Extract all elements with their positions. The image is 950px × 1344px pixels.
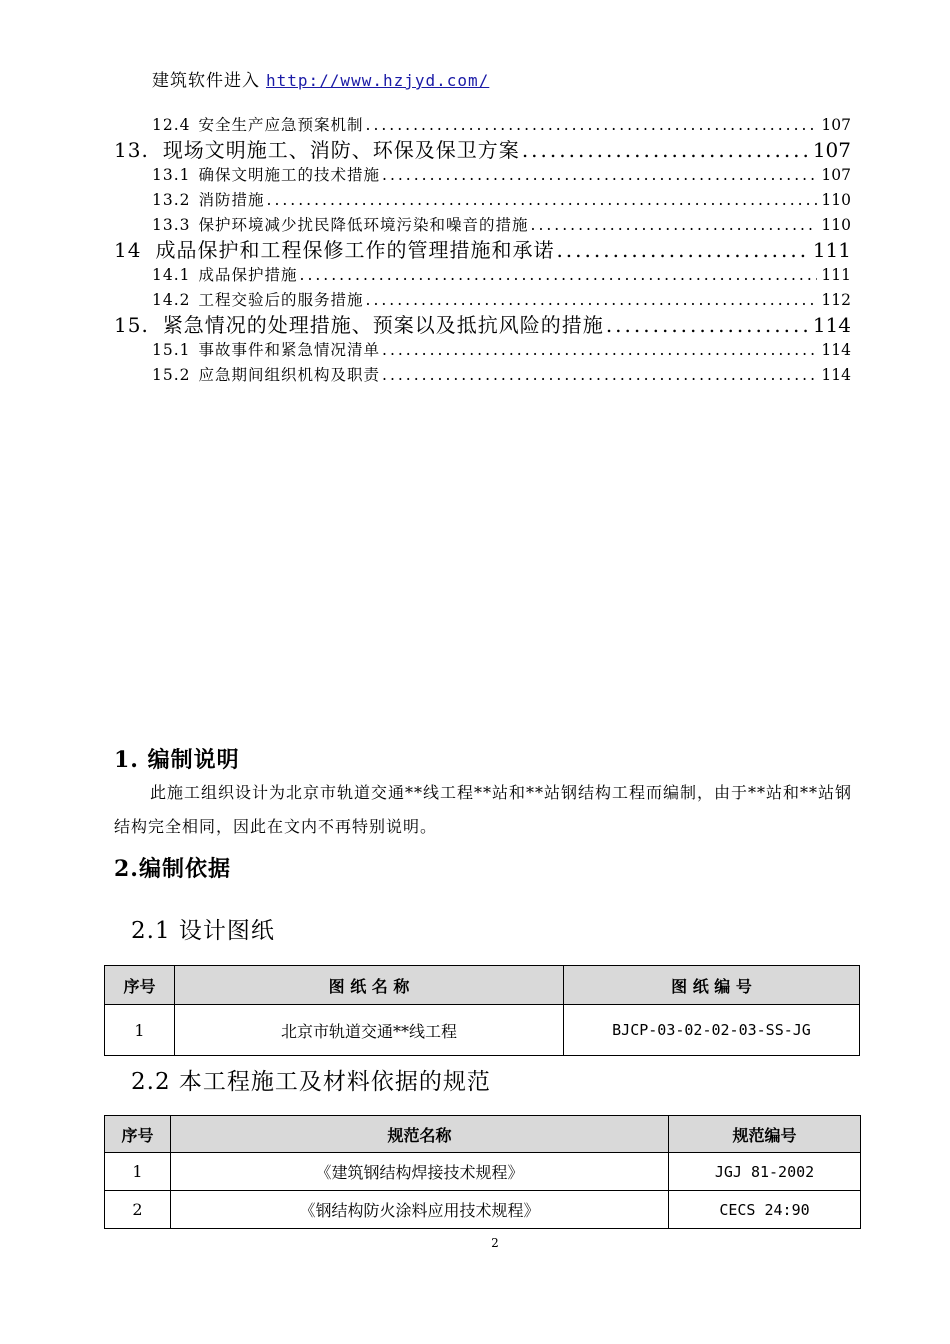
toc-leader	[267, 188, 818, 213]
section-heading-compilation-notes: 1. 编制说明	[114, 747, 240, 773]
toc-entry[interactable]	[114, 113, 851, 138]
toc-page: 111	[812, 238, 851, 262]
toc-entry[interactable]	[114, 163, 851, 188]
column-header: 规范编号	[669, 1116, 861, 1153]
toc-page: 107	[821, 166, 851, 184]
toc-leader	[300, 263, 818, 288]
toc-number: 13.3	[152, 216, 191, 234]
column-header: 图 纸 编 号	[564, 966, 860, 1005]
toc-entry[interactable]	[114, 263, 851, 288]
standards-table	[104, 1115, 861, 1229]
column-header: 序号	[105, 1116, 171, 1153]
column-header: 序号	[105, 966, 175, 1005]
toc-number: 15.	[114, 313, 149, 337]
toc-entry[interactable]	[114, 288, 851, 313]
table-cell: CECS 24:90	[669, 1191, 861, 1229]
toc-page: 114	[812, 313, 851, 337]
table-row	[105, 1153, 861, 1191]
section-paragraph	[114, 776, 852, 844]
toc-number: 14.2	[152, 291, 191, 309]
toc-entry[interactable]	[114, 338, 851, 363]
page-number: 2	[491, 1236, 499, 1250]
toc-title: 消防措施	[198, 191, 265, 209]
subsection-heading-standards: 2.2 本工程施工及材料依据的规范	[131, 1069, 491, 1095]
toc-title: 保护环境减少扰民降低环境污染和噪音的措施	[198, 216, 529, 234]
toc-page: 107	[821, 116, 851, 134]
toc-leader	[522, 138, 809, 163]
column-header: 图 纸 名 称	[175, 966, 564, 1005]
toc-leader	[366, 288, 818, 313]
table-cell: 《钢结构防火涂料应用技术规程》	[171, 1191, 669, 1229]
toc-page: 112	[821, 291, 851, 309]
toc-title: 确保文明施工的技术措施	[198, 166, 381, 184]
toc-title: 工程交验后的服务措施	[198, 291, 364, 309]
toc-number: 15.1	[152, 341, 191, 359]
toc-leader	[531, 213, 818, 238]
table-cell: 1	[105, 1005, 175, 1056]
table-cell: BJCP-03-02-02-03-SS-JG	[564, 1005, 860, 1056]
toc-title: 紧急情况的处理措施、预案以及抵抗风险的措施	[162, 313, 604, 337]
table-of-contents	[114, 113, 851, 388]
toc-page: 110	[821, 216, 851, 234]
table-header-row	[105, 966, 860, 1005]
toc-entry[interactable]	[114, 238, 851, 263]
subsection-heading-design-drawings: 2.1 设计图纸	[131, 918, 275, 944]
header-label: 建筑软件进入	[152, 71, 260, 91]
toc-title: 成品保护和工程保修工作的管理措施和承诺	[155, 238, 555, 262]
toc-page: 114	[821, 341, 851, 359]
toc-entry[interactable]	[114, 138, 851, 163]
toc-entry[interactable]	[114, 363, 851, 388]
toc-number: 14	[114, 238, 142, 262]
table-cell: 2	[105, 1191, 171, 1229]
table-row	[105, 1191, 861, 1229]
toc-number: 12.4	[152, 116, 191, 134]
table-cell: JGJ 81-2002	[669, 1153, 861, 1191]
toc-number: 13.2	[152, 191, 191, 209]
toc-number: 15.2	[152, 366, 191, 384]
toc-page: 114	[821, 366, 851, 384]
toc-entry[interactable]	[114, 213, 851, 238]
toc-leader	[366, 113, 818, 138]
section-heading-compilation-basis: 2.编制依据	[114, 856, 231, 882]
toc-number: 13.1	[152, 166, 191, 184]
toc-title: 成品保护措施	[198, 266, 298, 284]
toc-entry[interactable]	[114, 188, 851, 213]
toc-leader	[606, 313, 809, 338]
drawings-table	[104, 965, 860, 1056]
toc-page: 110	[821, 191, 851, 209]
table-cell: 《建筑钢结构焊接技术规程》	[171, 1153, 669, 1191]
toc-leader	[382, 363, 817, 388]
toc-entry[interactable]	[114, 313, 851, 338]
table-cell: 1	[105, 1153, 171, 1191]
toc-title: 现场文明施工、消防、环保及保卫方案	[162, 138, 520, 162]
toc-leader	[382, 338, 817, 363]
toc-leader	[382, 163, 817, 188]
page-header	[152, 66, 489, 91]
table-cell: 北京市轨道交通**线工程	[175, 1005, 564, 1056]
table-header-row	[105, 1116, 861, 1153]
toc-leader	[556, 238, 808, 263]
toc-title: 应急期间组织机构及职责	[198, 366, 381, 384]
toc-number: 14.1	[152, 266, 191, 284]
toc-title: 事故事件和紧急情况清单	[198, 341, 381, 359]
toc-page: 107	[812, 138, 851, 162]
paragraph-text: 此施工组织设计为北京市轨道交通**线工程**站和**站钢结构工程而编制，由于**站和**站钢结构完全相同，因此在文内不再特别说明。	[114, 783, 853, 836]
toc-page: 111	[821, 266, 851, 284]
toc-title: 安全生产应急预案机制	[198, 116, 364, 134]
toc-number: 13.	[114, 138, 149, 162]
column-header: 规范名称	[171, 1116, 669, 1153]
header-link[interactable]: http://www.hzjyd.com/	[266, 71, 490, 90]
table-row	[105, 1005, 860, 1056]
